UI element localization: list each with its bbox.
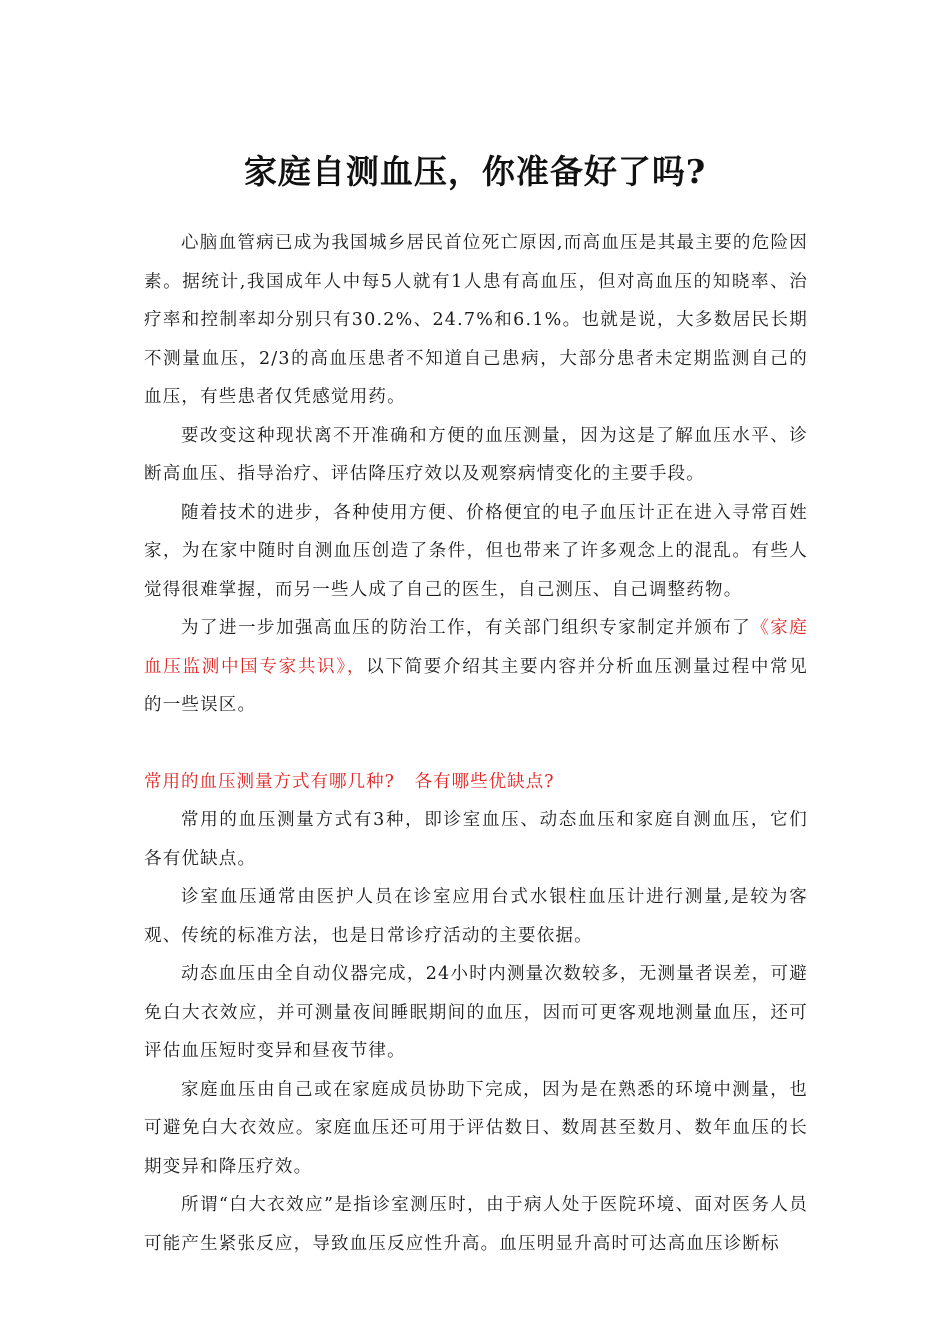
consensus-reference: 《家庭血压监测中国专家共识》，: [144, 618, 808, 677]
section-heading: [144, 763, 808, 802]
section-paragraph-1: 常用的血压测量方式有3种，即诊室血压、动态血压和家庭自测血压，它们各有优缺点。: [144, 810, 808, 869]
section-paragraph-5: 所谓“白大衣效应”是指诊室测压时，由于病人处于医院环境、面对医务人员可能产生紧张反应，导致血压反应性升高。血压明显升高时可达高血压诊断标: [144, 1195, 808, 1254]
intro-paragraph-3: 随着技术的进步，各种使用方便、价格便宜的电子血压计正在进入寻常百姓家，为在家中随时自测血压创造了条件，但也带来了许多观念上的混乱。有些人觉得很难掌握，而另一些人成了自己的医生，自己测压、自己调整药物。: [144, 502, 808, 600]
intro-paragraph-4: [144, 609, 808, 725]
page-title: 家庭自测血压，你准备好了吗?: [243, 152, 707, 192]
section-heading-question-1: 常用的血压测量方式有哪几种?: [144, 771, 395, 792]
section-paragraph-2: 诊室血压通常由医护人员在诊室应用台式水银柱血压计进行测量,是较为客观、传统的标准方法，也是日常诊疗活动的主要依据。: [144, 887, 808, 946]
intro-paragraph-2: 要改变这种现状离不开准确和方便的血压测量，因为这是了解血压水平、诊断高血压、指导治疗、评估降压疗效以及观察病情变化的主要手段。: [144, 425, 808, 484]
section-heading-question-2: 各有哪些优缺点?: [414, 771, 555, 792]
intro-paragraph-1: 心脑血管病已成为我国城乡居民首位死亡原因,而高血压是其最主要的危险因素。据统计,我国成年人中每5人就有1人患有高血压，但对高血压的知晓率、治疗率和控制率却分别只有30.2%、24.7%和6.1%。也就是说，大多数居民长期不测量血压，2/3的高血压患者不知道自己患病，大部分患者未定期监测自己的血压，有些患者仅凭感觉用药。: [144, 233, 808, 407]
intro-paragraph-4-text-a: 为了进一步加强高血压的防治工作，有关部门组织专家制定并颁布了: [181, 618, 752, 638]
intro-paragraph-4-text-b: 以下简要介绍其主要内容并分析血压测量过程中常见的一些误区。: [144, 656, 808, 715]
section-paragraph-3: 动态血压由全自动仪器完成，24小时内测量次数较多，无测量者误差，可避免白大衣效应，并可测量夜间睡眠期间的血压，因而可更客观地测量血压，还可评估血压短时变异和昼夜节律。: [144, 964, 808, 1061]
article-body: [144, 224, 808, 1263]
section-paragraph-4: 家庭血压由自己或在家庭成员协助下完成，因为是在熟悉的环境中测量，也可避免白大衣效应。家庭血压还可用于评估数日、数周甚至数月、数年血压的长期变异和降压疗效。: [144, 1079, 808, 1177]
